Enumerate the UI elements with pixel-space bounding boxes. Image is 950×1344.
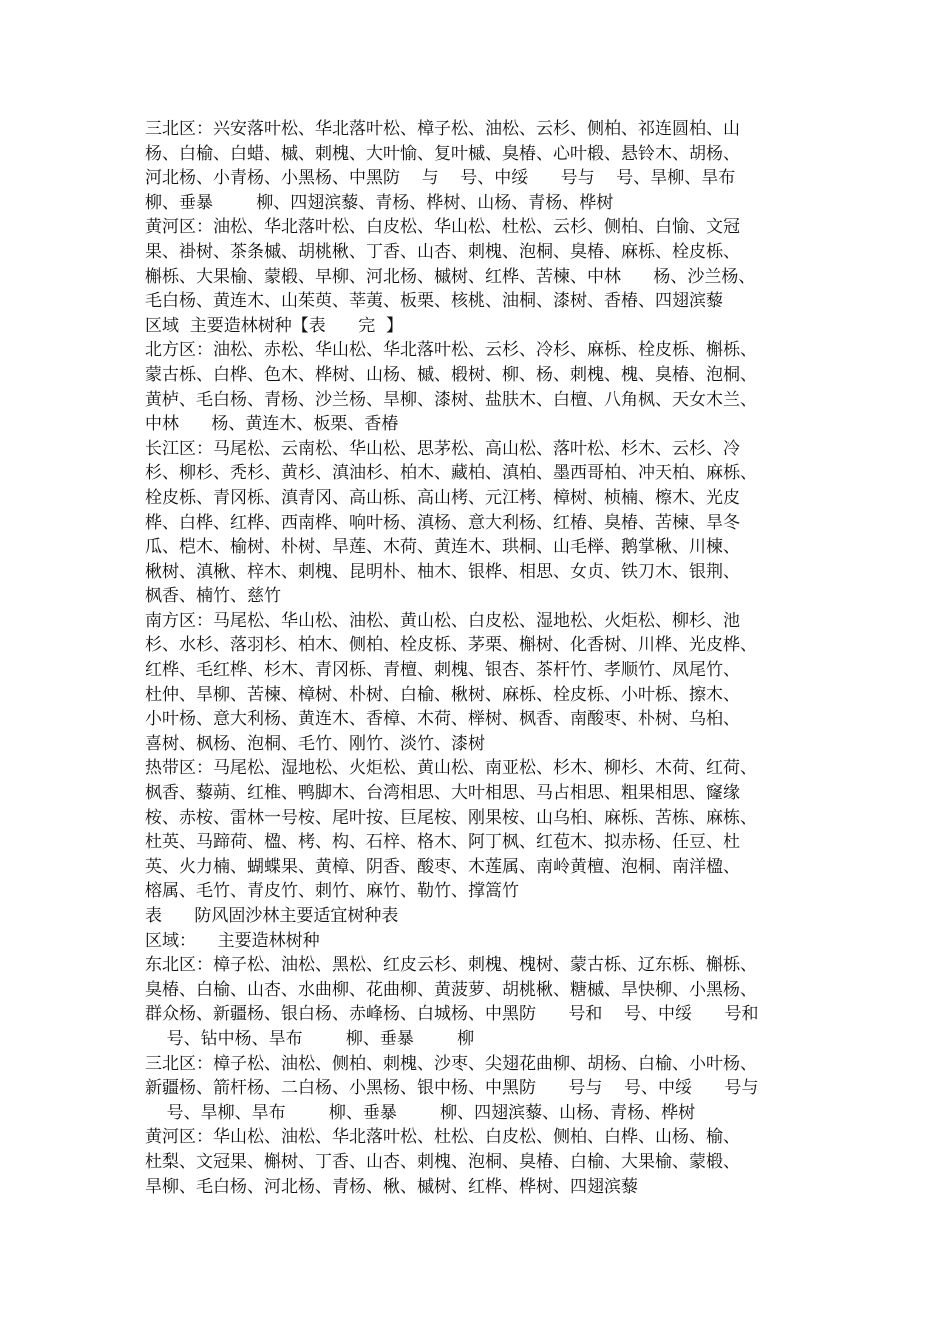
text-line: 群众杨、新疆杨、银白杨、赤峰杨、白城杨、中黑防 号和 号、中绥 号和 — [145, 1004, 759, 1025]
text-line: 表 防风固沙林主要适宜树种表 — [145, 906, 399, 926]
text-line: 号、旱柳、旱布 柳、垂暴 柳、四翅滨藜、山杨、青杨、桦树 — [145, 1102, 696, 1123]
text-line: 黄栌、毛白杨、青杨、沙兰杨、旱柳、漆树、盐肤木、白檀、八角枫、天女木兰、 — [145, 389, 757, 410]
text-line: 英、火力楠、蝴蝶果、黄樟、阴香、酸枣、木莲属、南岭黄檀、泡桐、南洋楹、 — [145, 856, 740, 877]
text-line: 喜树、枫杨、泡桐、毛竹、刚竹、淡竹、漆树 — [145, 733, 485, 754]
text-line: 新疆杨、箭杆杨、二白杨、小黑杨、银中杨、中黑防 号与 号、中绥 号与 — [145, 1078, 759, 1099]
text-line: 果、褂树、茶条槭、胡桃楸、丁香、山杏、刺槐、泡桐、臭椿、麻栎、栓皮栎、 — [145, 241, 740, 262]
text-line: 杨、白榆、白蜡、槭、刺槐、大叶愉、复叶槭、臭椿、心叶椴、悬铃木、胡杨、 — [145, 143, 740, 164]
text-line: 榕属、毛竹、青皮竹、刺竹、麻竹、勒竹、撑篙竹 — [145, 881, 519, 902]
text-line: 杉、柳杉、秃杉、黄杉、滇油杉、柏木、藏柏、滇柏、墨西哥柏、冲天柏、麻栎、 — [145, 463, 757, 484]
text-line: 旱柳、毛白杨、河北杨、青杨、楸、槭树、红桦、桦树、四翅滨藜 — [145, 1176, 638, 1197]
text-line: 枫香、楠竹、慈竹 — [145, 586, 281, 607]
text-line: 小叶杨、意大利杨、黄连木、香樟、木荷、榉树、枫香、南酸枣、朴树、乌桕、 — [145, 709, 740, 730]
text-line: 柳、垂暴 柳、四翅滨藜、青杨、桦树、山杨、青杨、桦树 — [145, 192, 614, 213]
text-line: 蒙古栎、白桦、色木、桦树、山杨、槭、椴树、柳、杨、刺槐、槐、臭椿、泡桐、 — [145, 364, 757, 385]
text-line: 三北区：兴安落叶松、华北落叶松、樟子松、油松、云杉、侧柏、祁连圆柏、山 — [145, 119, 740, 139]
text-line: 长江区：马尾松、云南松、华山松、思茅松、高山松、落叶松、杉木、云杉、冷 — [145, 438, 740, 459]
text-line: 号、钻中杨、旱布 柳、垂暴 柳 — [145, 1028, 475, 1049]
text-line: 臭椿、白榆、山杏、水曲柳、花曲柳、黄菠萝、胡桃楸、糖槭、旱快柳、小黑杨、 — [145, 979, 757, 1000]
text-line: 楸树、滇楸、梓木、刺槐、昆明朴、柚木、银桦、相思、女贞、铁刀木、银荆、 — [145, 561, 740, 582]
text-line: 区域： 主要造林树种 — [145, 930, 320, 951]
text-line: 河北杨、小青杨、小黑杨、中黑防 与 号、中绥 号与 号、旱柳、旱布 — [145, 168, 736, 189]
text-line: 三北区：樟子松、油松、侧柏、刺槐、沙枣、尖翅花曲柳、胡杨、白榆、小叶杨、 — [145, 1053, 757, 1074]
text-line: 栓皮栎、青冈栎、滇青冈、高山栎、高山栲、元江栲、樟树、桢楠、檫木、光皮 — [145, 487, 740, 508]
text-line: 枫香、藜蒴、红椎、鸭脚木、台湾相思、大叶相思、马占相思、粗果相思、窿缘 — [145, 783, 740, 804]
text-line: 黄河区：油松、华北落叶松、白皮松、华山松、杜松、云杉、侧柏、白愉、文冠 — [145, 217, 740, 238]
text-line: 中林 杨、黄连木、板栗、香椿 — [145, 414, 399, 435]
document-body — [145, 117, 815, 1199]
text-line: 热带区：马尾松、湿地松、火炬松、黄山松、南亚松、杉木、柳杉、木荷、红荷、 — [145, 758, 757, 779]
text-line: 北方区：油松、赤松、华山松、华北落叶松、云杉、冷杉、麻栎、栓皮栎、槲栎、 — [145, 340, 757, 361]
text-line: 黄河区：华山松、油松、华北落叶松、杜松、白皮松、侧柏、白桦、山杨、榆、 — [145, 1127, 740, 1148]
text-line: 区域 主要造林树种【表 完 】 — [145, 315, 404, 336]
text-line: 毛白杨、黄连木、山茱萸、莘荑、板栗、核桃、油桐、漆树、香椿、四翅滨藜 — [145, 291, 723, 312]
text-line: 东北区：樟子松、油松、黑松、红皮云杉、刺槐、槐树、蒙古栎、辽东栎、槲栎、 — [145, 955, 757, 976]
text-line: 杉、水杉、落羽杉、柏木、侧柏、栓皮栎、茅栗、槲树、化香树、川桦、光皮桦、 — [145, 635, 757, 656]
text-line: 杜仲、旱柳、苦楝、樟树、朴树、白榆、楸树、麻栎、栓皮栎、小叶栎、擦木、 — [145, 684, 740, 705]
text-line: 桦、白桦、红桦、西南桦、响叶杨、滇杨、意大利杨、红椿、臭椿、苦楝、旱冬 — [145, 512, 740, 533]
text-line: 桉、赤桉、雷林一号桉、尾叶按、巨尾桉、刚果桉、山乌桕、麻栎、苦栋、麻栋、 — [145, 807, 757, 828]
text-line: 杜英、马蹄荷、楹、栲、构、石梓、格木、阿丁枫、红苞木、拟赤杨、任豆、杜 — [145, 832, 740, 853]
text-line: 杜梨、文冠果、槲树、丁香、山杏、刺槐、泡桐、臭椿、白榆、大果榆、蒙椴、 — [145, 1151, 740, 1172]
text-line: 红桦、毛红桦、杉木、青冈栎、青檀、刺槐、银杏、茶杆竹、孝顺竹、凤尾竹、 — [145, 660, 740, 681]
text-line: 槲栎、大果榆、蒙椴、早柳、河北杨、槭树、红桦、苦楝、中林 杨、沙兰杨、 — [145, 266, 756, 287]
text-line: 南方区：马尾松、华山松、油松、黄山松、白皮松、湿地松、火炬松、柳杉、池 — [145, 610, 740, 631]
text-line: 瓜、桤木、榆树、朴树、旱莲、木荷、黄连木、珙桐、山毛榉、鹅掌楸、川楝、 — [145, 537, 740, 558]
